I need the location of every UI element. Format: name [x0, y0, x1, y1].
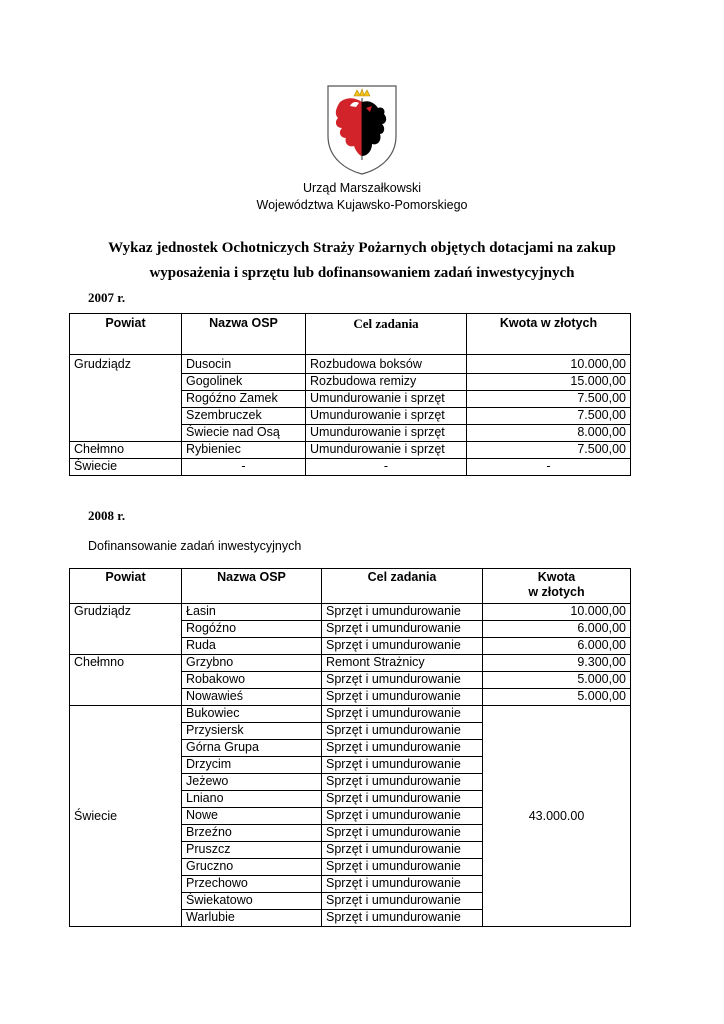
header-powiat: Powiat	[70, 314, 182, 355]
kwota-cell: 8.000,00	[467, 425, 631, 442]
osp-cell: Pruszcz	[182, 842, 322, 859]
table-2008	[69, 568, 631, 927]
osp-cell: Lniano	[182, 791, 322, 808]
table-row	[70, 355, 631, 374]
kwota-cell: 9.300,00	[483, 655, 631, 672]
kwota-cell: 10.000,00	[483, 604, 631, 621]
kwota-total-cell: 43.000.00	[483, 706, 631, 927]
kwota-cell: 6.000,00	[483, 638, 631, 655]
cel-cell: Umundurowanie i sprzęt	[306, 425, 467, 442]
office-name-line1: Urząd Marszałkowski	[302, 181, 422, 195]
header-nazwa-osp: Nazwa OSP	[182, 569, 322, 604]
osp-cell: Grzybno	[182, 655, 322, 672]
osp-cell: Gogolinek	[182, 374, 306, 391]
cel-cell: Sprzęt i umundurowanie	[322, 689, 483, 706]
kwota-cell: -	[467, 459, 631, 476]
osp-cell: Przechowo	[182, 876, 322, 893]
cel-cell: Sprzęt i umundurowanie	[322, 604, 483, 621]
header-cel-zadania: Cel zadania	[306, 314, 467, 355]
cel-cell: Rozbudowa remizy	[306, 374, 467, 391]
header-nazwa-osp: Nazwa OSP	[182, 314, 306, 355]
osp-cell: Brzeźno	[182, 825, 322, 842]
cel-cell: Sprzęt i umundurowanie	[322, 842, 483, 859]
table-row	[70, 706, 631, 723]
kwota-cell: 7.500,00	[467, 391, 631, 408]
powiat-cell: Grudziądz	[70, 604, 182, 655]
cel-cell: Sprzęt i umundurowanie	[322, 723, 483, 740]
document-title-line1: Wykaz jednostek Ochotniczych Straży Pożarnych objętych dotacjami na zakup	[108, 240, 616, 256]
osp-cell: Świekatowo	[182, 893, 322, 910]
osp-cell: Bukowiec	[182, 706, 322, 723]
cel-cell: Remont Strażnicy	[322, 655, 483, 672]
cel-cell: -	[306, 459, 467, 476]
header-cel-zadania: Cel zadania	[322, 569, 483, 604]
kwota-cell: 15.000,00	[467, 374, 631, 391]
powiat-cell: Świecie	[70, 459, 182, 476]
cel-cell: Sprzęt i umundurowanie	[322, 706, 483, 723]
cel-cell: Sprzęt i umundurowanie	[322, 791, 483, 808]
kwota-cell: 5.000,00	[483, 689, 631, 706]
header-kwota: Kwota w złotych	[467, 314, 631, 355]
osp-cell: Nowawieś	[182, 689, 322, 706]
cel-cell: Sprzęt i umundurowanie	[322, 621, 483, 638]
cel-cell: Sprzęt i umundurowanie	[322, 859, 483, 876]
year-2007-heading: 2007 r.	[88, 290, 126, 305]
cel-cell: Sprzęt i umundurowanie	[322, 672, 483, 689]
powiat-cell: Chełmno	[70, 655, 182, 706]
table-row	[70, 442, 631, 459]
section-2008-subtitle: Dofinansowanie zadań inwestycyjnych	[88, 539, 302, 553]
table-header-row	[70, 569, 631, 604]
kwota-cell: 6.000,00	[483, 621, 631, 638]
cel-cell: Umundurowanie i sprzęt	[306, 408, 467, 425]
cel-cell: Sprzęt i umundurowanie	[322, 808, 483, 825]
office-name-line2: Województwa Kujawsko-Pomorskiego	[256, 198, 468, 212]
powiat-cell: Świecie	[70, 706, 182, 927]
osp-cell: Świecie nad Osą	[182, 425, 306, 442]
osp-cell: Rogóźno Zamek	[182, 391, 306, 408]
table-row	[70, 655, 631, 672]
osp-cell: Łasin	[182, 604, 322, 621]
table-2007	[69, 313, 631, 476]
header-kwota-line1: Kwota	[537, 570, 576, 584]
header-powiat: Powiat	[70, 569, 182, 604]
osp-cell: Górna Grupa	[182, 740, 322, 757]
osp-cell: Drzycim	[182, 757, 322, 774]
osp-cell: Jeżewo	[182, 774, 322, 791]
kwota-cell: 5.000,00	[483, 672, 631, 689]
powiat-cell: Chełmno	[70, 442, 182, 459]
osp-cell: Nowe	[182, 808, 322, 825]
cel-cell: Rozbudowa boksów	[306, 355, 467, 374]
kwota-cell: 7.500,00	[467, 408, 631, 425]
document-title-line2: wyposażenia i sprzętu lub dofinansowaniem zadań inwestycyjnych	[149, 265, 575, 281]
osp-cell: Rybieniec	[182, 442, 306, 459]
coat-of-arms-logo	[326, 84, 398, 176]
cel-cell: Sprzęt i umundurowanie	[322, 740, 483, 757]
cel-cell: Umundurowanie i sprzęt	[306, 442, 467, 459]
kwota-cell: 10.000,00	[467, 355, 631, 374]
kwota-cell: 7.500,00	[467, 442, 631, 459]
powiat-cell: Grudziądz	[70, 355, 182, 442]
header-kwota	[483, 569, 631, 604]
osp-cell: Warlubie	[182, 910, 322, 927]
osp-cell: Ruda	[182, 638, 322, 655]
header-kwota-line2: w złotych	[528, 585, 585, 599]
osp-cell: Robakowo	[182, 672, 322, 689]
cel-cell: Sprzęt i umundurowanie	[322, 893, 483, 910]
osp-cell: Rogóźno	[182, 621, 322, 638]
cel-cell: Sprzęt i umundurowanie	[322, 638, 483, 655]
table-row	[70, 604, 631, 621]
cel-cell: Sprzęt i umundurowanie	[322, 825, 483, 842]
cel-cell: Sprzęt i umundurowanie	[322, 774, 483, 791]
cel-cell: Umundurowanie i sprzęt	[306, 391, 467, 408]
osp-cell: Gruczno	[182, 859, 322, 876]
table-header-row	[70, 314, 631, 355]
osp-cell: Przysiersk	[182, 723, 322, 740]
year-2008-heading: 2008 r.	[88, 508, 126, 523]
table-row	[70, 459, 631, 476]
cel-cell: Sprzęt i umundurowanie	[322, 910, 483, 927]
cel-cell: Sprzęt i umundurowanie	[322, 876, 483, 893]
cel-cell: Sprzęt i umundurowanie	[322, 757, 483, 774]
osp-cell: Dusocin	[182, 355, 306, 374]
osp-cell: -	[182, 459, 306, 476]
osp-cell: Szembruczek	[182, 408, 306, 425]
